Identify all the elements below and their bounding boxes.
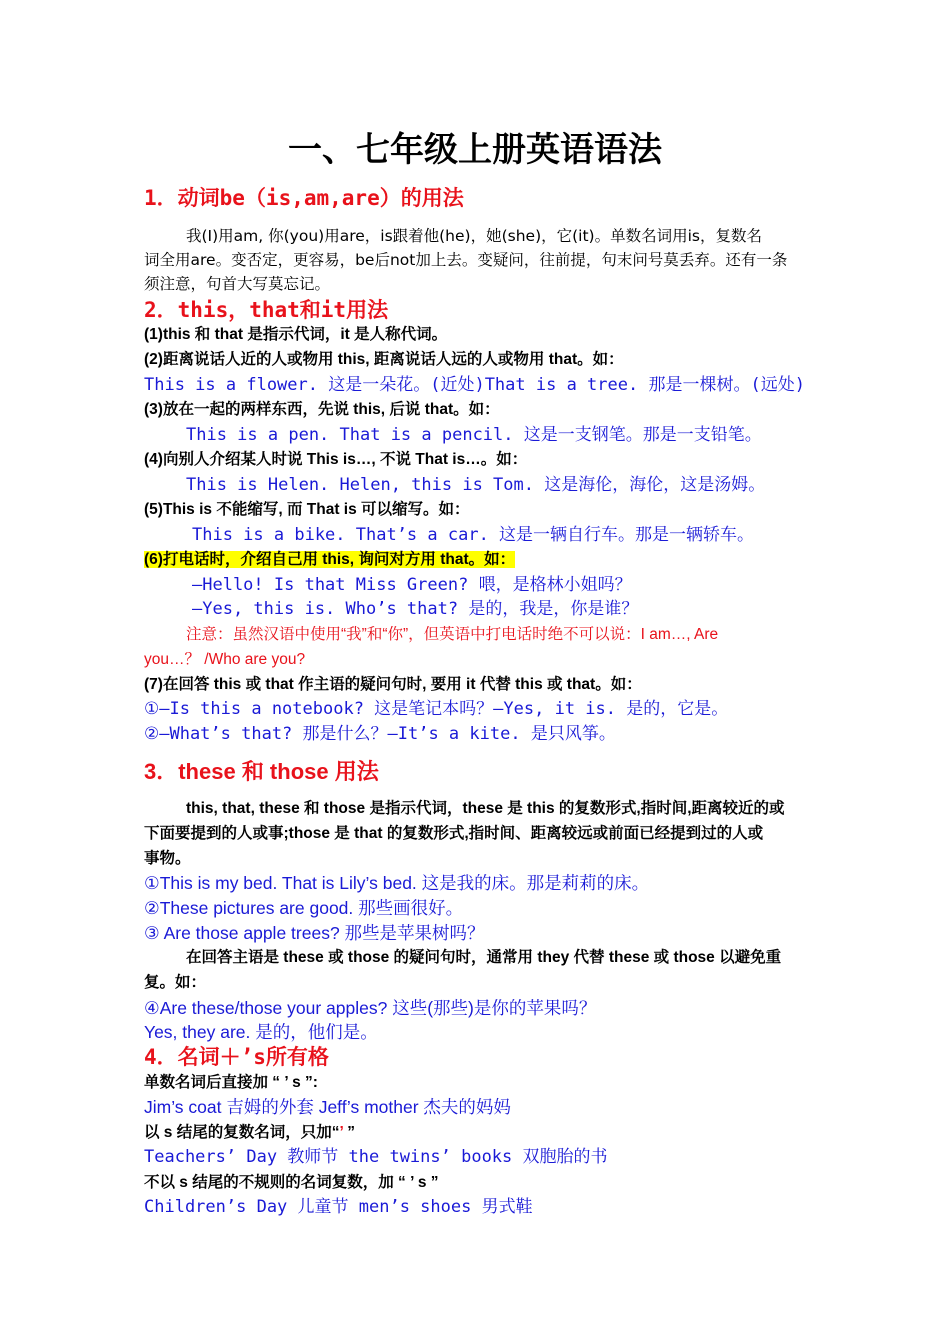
rule-text: (3)放在一起的两样东西，先说 this, 后说 that。如： <box>144 401 500 418</box>
example-sentence: Jim’s coat 吉姆的外套 Jeff’s mother 杰夫的妈妈 <box>144 1097 511 1117</box>
section-2-heading: 2．this，that和it用法 <box>144 298 389 322</box>
section-3-paragraph-line: 事物。 <box>144 850 191 867</box>
example-sentence: Children’s Day 儿童节 men’s shoes 男式鞋 <box>144 1197 533 1217</box>
example-sentence: This is a pen. That is a pencil. 这是一支钢笔。那是一支铅笔。 <box>186 425 762 445</box>
example-sentence: ②—What’s that? 那是什么？—It’s a kite. 是只风筝。 <box>144 724 616 744</box>
example-sentence: Yes, they are. 是的，他们是。 <box>144 1022 378 1042</box>
section-3-heading: 3．these 和 those 用法 <box>144 759 379 784</box>
example-sentence: This is Helen. Helen, this is Tom. 这是海伦，海伦，这是汤姆。 <box>186 475 766 495</box>
rule-text: (4)向别人介绍某人时说 This is…, 不说 That is…。如： <box>144 451 528 468</box>
section-3-paragraph-line: 下面要提到的人或事;those 是 that 的复数形式,指时间、距离较远或前面已经提到过的人或 <box>144 825 764 842</box>
section-1-paragraph-line: 我(I)用am, 你(you)用are，is跟着他(he)，她(she)，它(it)。单数名词用is，复数名 <box>186 227 762 245</box>
apostrophe-mark: ’ <box>339 1124 344 1141</box>
section-3-paragraph-line: 复。如： <box>144 974 207 991</box>
example-dialogue-line: —Hello! Is that Miss Green? 喂，是格林小姐吗？ <box>192 575 632 595</box>
rule-text: (7)在回答 this 或 that 作主语的疑问句时, 要用 it 代替 this 或 that。如： <box>144 676 642 693</box>
highlight-mark: (6)打电话时，介绍自己用 this, 询问对方用 that。如： <box>144 551 516 568</box>
example-sentence: ②These pictures are good. 那些画很好。 <box>144 898 464 918</box>
section-3-paragraph-line: 在回答主语是 these 或 those 的疑问句时，通常用 they 代替 these 或 those 以避免重 <box>186 949 782 966</box>
example-dialogue-line: —Yes, this is. Who’s that? 是的，我是，你是谁？ <box>192 599 639 619</box>
example-sentence: ③ Are those apple trees? 那些是苹果树吗？ <box>144 923 485 943</box>
note-text: you…？ /Who are you? <box>144 651 306 668</box>
rule-text: (1)this 和 that 是指示代词，it 是人称代词。 <box>144 326 448 343</box>
rule-text: (2)距离说话人近的人或物用 this, 距离说话人远的人或物用 that。如： <box>144 351 624 368</box>
page-title: 一、七年级上册英语语法 <box>288 130 662 170</box>
section-4-heading: 4．名词＋’s所有格 <box>144 1045 329 1069</box>
example-sentence: This is a flower. 这是一朵花。(近处)That is a tree. 那是一棵树。(远处) <box>144 375 805 395</box>
example-sentence: ①This is my bed. That is Lily’s bed. 这是我的床。那是莉莉的床。 <box>144 873 650 893</box>
section-1-paragraph-line: 词全用are。变否定，更容易，be后not加上去。变疑问，往前提，句末问号莫丢弃。还有一条 <box>144 251 788 269</box>
highlighted-rule-text <box>144 551 515 570</box>
section-1-paragraph-line: 须注意，句首大写莫忘记。 <box>144 275 331 293</box>
section-3-paragraph-line: this, that, these 和 those 是指示代词，these 是 this 的复数形式,指时间,距离较近的或 <box>186 800 785 817</box>
example-sentence: ④Are these/those your apples? 这些(那些)是你的苹果吗？ <box>144 998 597 1018</box>
rule-text-part: 以 s 结尾的复数名词，只加“ <box>144 1124 340 1141</box>
rule-text: 单数名词后直接加 “ ’ s ”: <box>144 1074 318 1091</box>
example-sentence: Teachers’ Day 教师节 the twins’ books 双胞胎的书 <box>144 1147 608 1167</box>
rule-text: 不以 s 结尾的不规则的名词复数，加 “ ’ s ” <box>144 1174 439 1191</box>
section-1-heading: 1．动词be（is,am,are）的用法 <box>144 186 464 210</box>
example-sentence: This is a bike. That’s a car. 这是一辆自行车。那是一辆轿车。 <box>192 525 755 545</box>
rule-text-part: ” <box>343 1124 356 1141</box>
rule-text <box>144 1124 355 1143</box>
note-text: 注意：虽然汉语中使用“我”和“你”，但英语中打电话时绝不可以说：I am…, Are <box>186 626 719 643</box>
rule-text: (5)This is 不能缩写, 而 That is 可以缩写。如： <box>144 501 470 518</box>
example-sentence: ①—Is this a notebook? 这是笔记本吗？—Yes, it is. 是的，它是。 <box>144 699 729 719</box>
